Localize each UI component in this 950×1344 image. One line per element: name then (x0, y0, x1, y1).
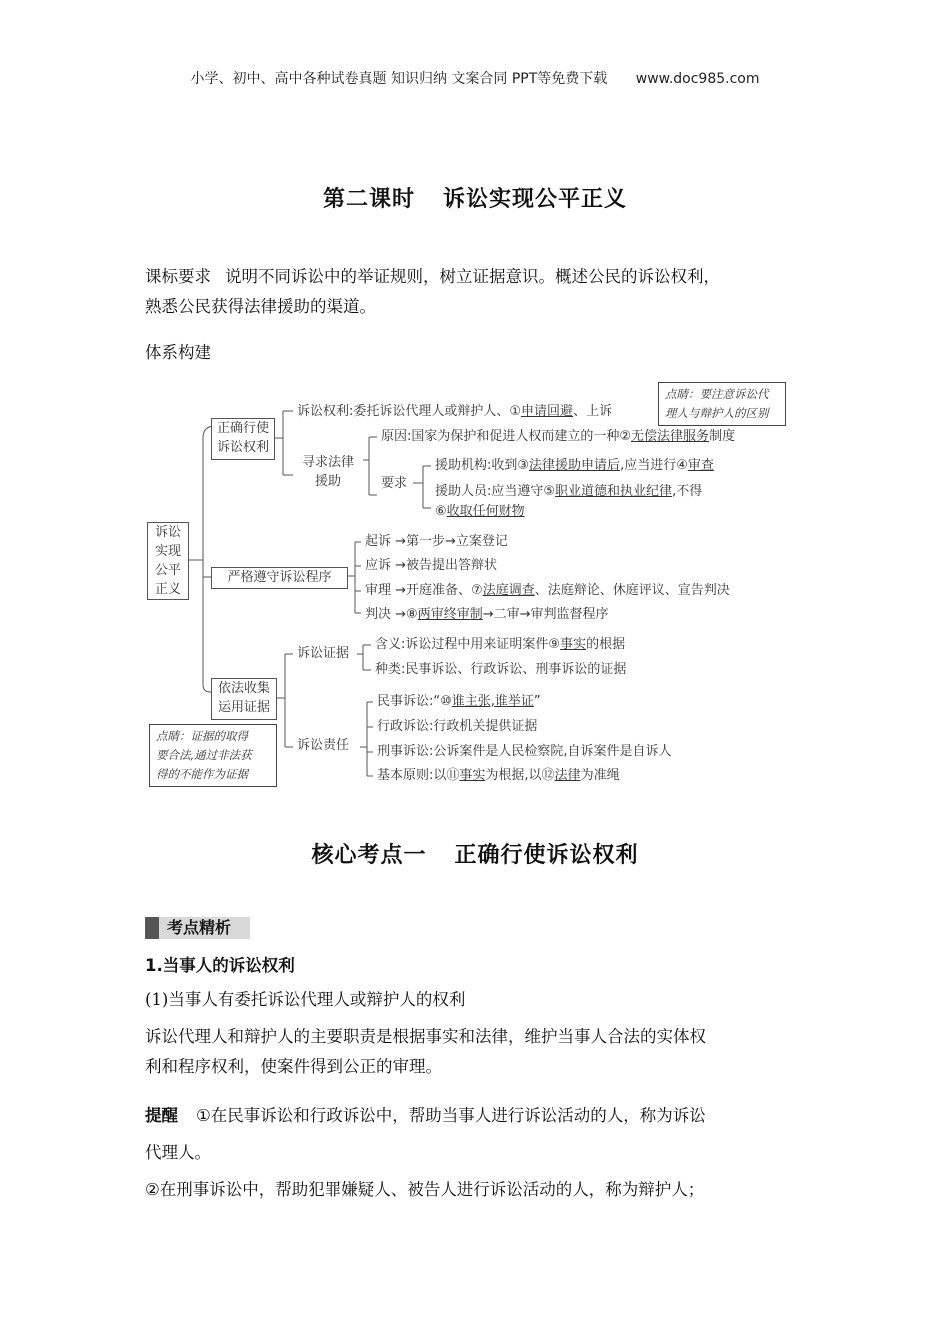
reminder-line: 代理人。 (145, 1143, 211, 1162)
branch-line: 诉讼权利 (216, 440, 269, 455)
section-title-part1: 核心考点一 (311, 843, 427, 868)
note-highlight-1 (658, 382, 786, 426)
step-panjue: 判决 →⑧两审终审制→二审→审判监督程序 (365, 607, 609, 622)
description-line: 诉讼代理人和辩护人的主要职责是根据事实和法律，维护当事人合法的实体权 (145, 1027, 706, 1046)
note-highlight-2 (149, 724, 277, 787)
branch-line: 依法收集 (217, 681, 270, 696)
reminder-block (145, 1097, 815, 1208)
reminder-line: ②在刑事诉讼中，帮助犯罪嫌疑人、被告人进行诉讼活动的人，称为辩护人； (145, 1180, 705, 1199)
burden-civil: 民事诉讼:“⑩谁主张,谁举证” (377, 694, 541, 709)
legal-aid-node: 寻求法律 援助 (301, 455, 354, 489)
requirement-line1: 说明不同诉讼中的举证规则，树立证据意识。概述公民的诉讼权利， (225, 267, 720, 286)
requirement-line2: 熟悉公民获得法律援助的渠道。 (145, 297, 376, 316)
evidence-node: 诉讼证据 (297, 646, 350, 661)
note-line: 要合法,通过非法获 (156, 748, 252, 762)
step-qisu: 起诉 →第一步→立案登记 (365, 534, 508, 549)
branch-litigation-rights (211, 418, 275, 460)
burden-criminal: 刑事诉讼:公诉案件是人民检察院,自诉案件是自诉人 (377, 744, 672, 759)
step-yingsu: 应诉 →被告提出答辩状 (365, 558, 498, 573)
note-line: 理人与辩护人的区别 (665, 406, 769, 420)
evidence-types: 种类:民事诉讼、行政诉讼、刑事诉讼的证据 (375, 662, 627, 677)
curriculum-requirement (145, 262, 825, 322)
reminder-label: 提醒 (145, 1106, 178, 1125)
sub-heading: (1)当事人有委托诉讼代理人或辩护人的权利 (145, 990, 466, 1009)
page-title (0, 182, 950, 213)
branch-line: 运用证据 (217, 700, 270, 715)
aid-agency: 援助机构:收到③法律援助申请后,应当进行④审查 (435, 458, 714, 473)
header-site-link[interactable]: www.doc985.com (635, 71, 760, 87)
burden-admin: 行政诉讼:行政机关提供证据 (377, 719, 538, 734)
root-line: 实现 (154, 544, 181, 559)
aid-personnel: 援助人员:应当遵守⑤职业道德和执业纪律,不得 (435, 484, 703, 499)
branch-evidence (211, 678, 277, 720)
rights-list: 诉讼权利:委托诉讼代理人或辩护人、①申请回避、上诉 (297, 404, 613, 419)
note-line: 点睛：要注意诉讼代 (665, 387, 769, 401)
section-title-part2: 正确行使诉讼权利 (454, 843, 639, 868)
root-node (147, 522, 189, 600)
description (145, 1022, 815, 1082)
burden-principle: 基本原则:以⑪事实为根据,以⑫法律为准绳 (377, 768, 620, 783)
title-part2: 诉讼实现公平正义 (443, 187, 628, 212)
description-line: 利和程序权利，使案件得到公正的审理。 (145, 1057, 442, 1076)
header-text: 小学、初中、高中各种试卷真题 知识归纳 文案合同 PPT等免费下载 (190, 71, 608, 87)
section-title (0, 838, 950, 869)
aid-reason: 原因:国家为保护和促进人权而建立的一种②无偿法律服务制度 (381, 429, 736, 444)
aid-personnel-2: ⑥收取任何财物 (435, 504, 525, 519)
tag-label: 考点精析 (167, 918, 232, 937)
evidence-meaning: 含义:诉讼过程中用来证明案件⑨事实的根据 (375, 637, 626, 652)
branch-line: 正确行使 (216, 421, 269, 436)
reminder-line: ①在民事诉讼和行政诉讼中，帮助当事人进行诉讼活动的人，称为诉讼 (196, 1106, 706, 1125)
note-line: 得的不能作为证据 (156, 767, 248, 781)
requirement-label: 课标要求 (145, 267, 211, 286)
aid-requirement: 要求 (381, 476, 408, 491)
knowledge-mindmap (145, 380, 805, 790)
title-part1: 第二课时 (322, 187, 415, 212)
burden-node: 诉讼责任 (297, 738, 350, 753)
note-line: 点睛：证据的取得 (156, 729, 248, 743)
root-line: 诉讼 (154, 525, 181, 540)
step-shenli: 审理 →开庭准备、⑦法庭调查、法庭辩论、休庭评议、宣告判决 (365, 583, 730, 598)
root-line: 公平 (154, 563, 181, 578)
analysis-tag (145, 917, 250, 939)
page-header (0, 68, 950, 88)
system-label: 体系构建 (145, 343, 211, 362)
point-heading: 1.当事人的诉讼权利 (145, 956, 295, 975)
branch-procedure: 严格遵守诉讼程序 (211, 567, 348, 589)
root-line: 正义 (154, 582, 181, 597)
